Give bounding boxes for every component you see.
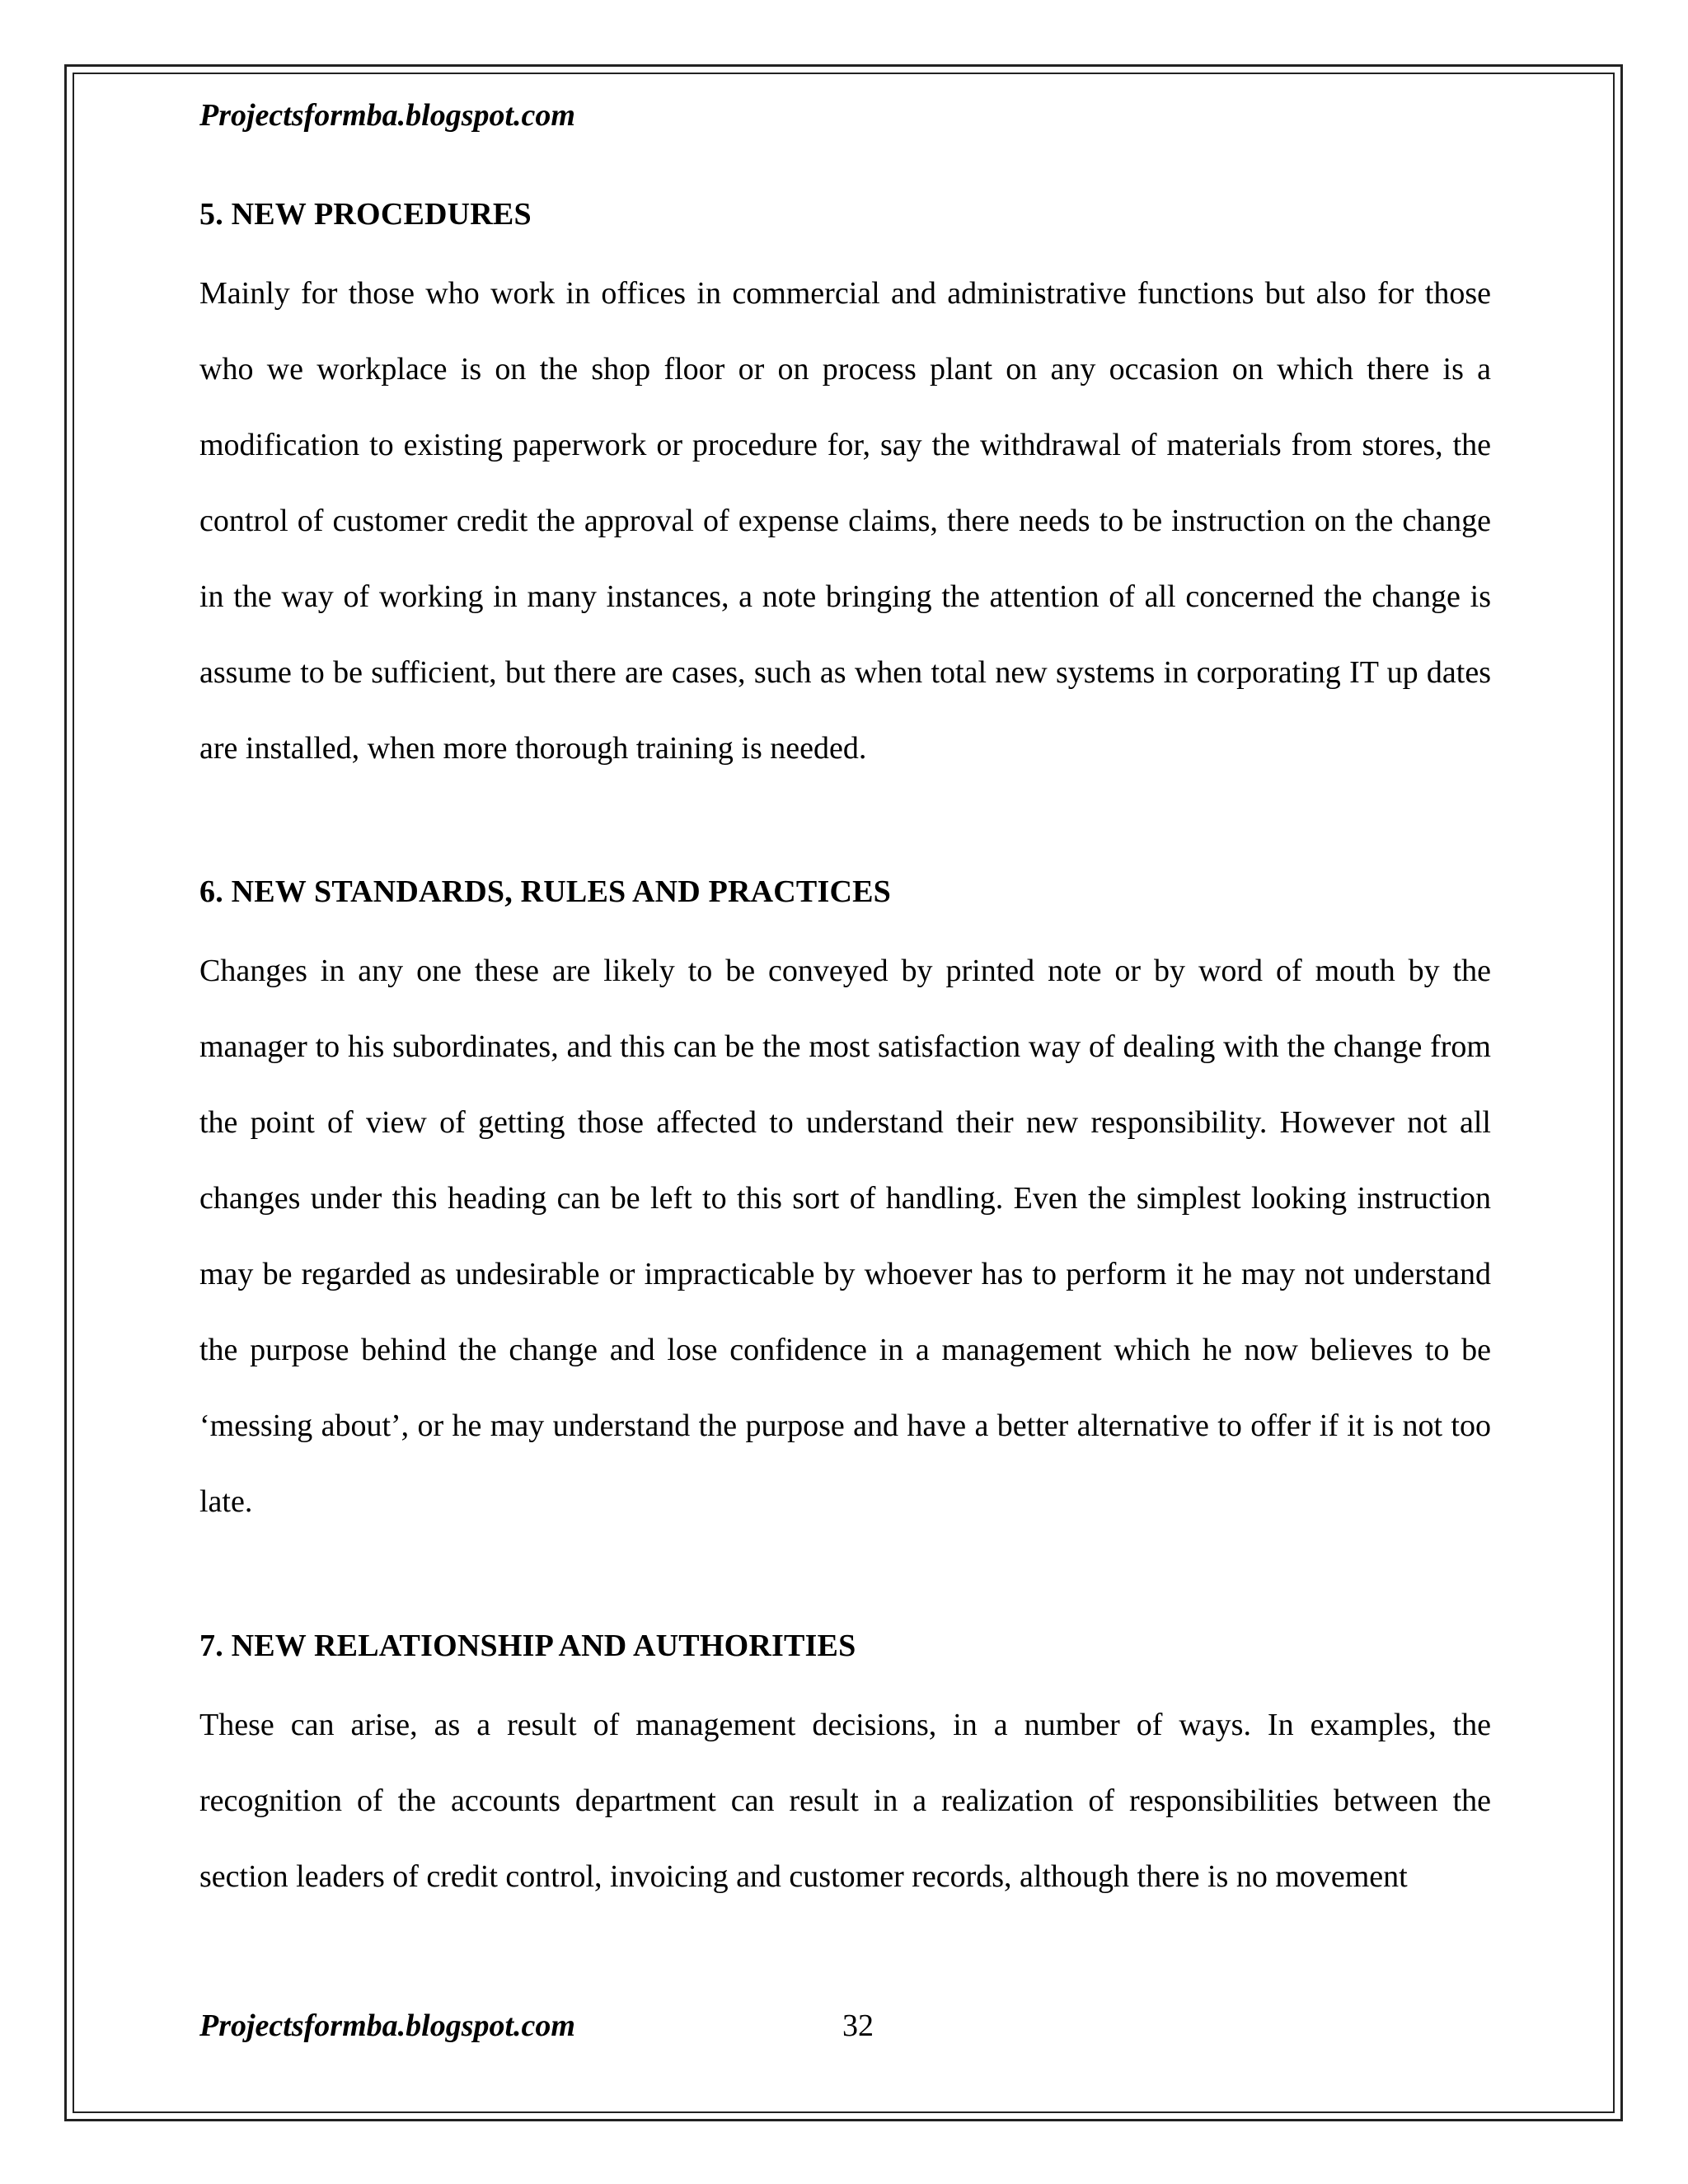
section-heading-7 (199, 1628, 856, 1664)
page-number: 32 (842, 2008, 874, 2043)
section-number: 7 (199, 1629, 216, 1663)
section-heading-6 (199, 874, 891, 910)
section-title: . NEW STANDARDS, RULES AND PRACTICES (215, 874, 891, 909)
section-body-5: Mainly for those who work in offices in commercial and administrative functions but also for those who we workplace is on the shop floor or on process plant on any occasion on which there is a modification to existing paperwork or procedure for, say the withdrawal of materials from stores, the control of customer credit the approval of expense claims, there needs to be instruction on the change in the way of working in many instances, a note bringing the attention of all concerned the change is assume to be sufficient, but there are cases, such as when total new systems in corporating IT up dates are installed, when more thorough training is needed. (199, 276, 1491, 766)
section-heading-5 (199, 196, 532, 232)
section-number: 6 (199, 874, 216, 909)
section-body-7: These can arise, as a result of management decisions, in a number of ways. In examples, the recognition of the accounts department can result in a realization of responsibilities between the section leaders of credit control, invoicing and customer records, although there is no movement (199, 1708, 1491, 1894)
section-body-6: Changes in any one these are likely to be conveyed by printed note or by word of mouth by the manager to his subordinates, and this can be the most satisfaction way of dealing with the change from the point of view of getting those affected to understand their new responsibility. However not all changes under this heading can be left to this sort of handling. Even the simplest looking instruction may be regarded as undesirable or impracticable by whoever has to perform it he may not understand the purpose behind the change and lose confidence in a management which he now believes to be ‘messing about’, or he may understand the purpose and have a better alternative to offer if it is not too late. (199, 954, 1491, 1519)
header-site: Projectsformba.blogspot.com (199, 98, 575, 133)
section-title: . NEW PROCEDURES (215, 197, 532, 232)
section-number: 5 (199, 197, 216, 232)
footer-site: Projectsformba.blogspot.com (199, 2008, 575, 2043)
section-title: . NEW RELATIONSHIP AND AUTHORITIES (215, 1629, 856, 1663)
